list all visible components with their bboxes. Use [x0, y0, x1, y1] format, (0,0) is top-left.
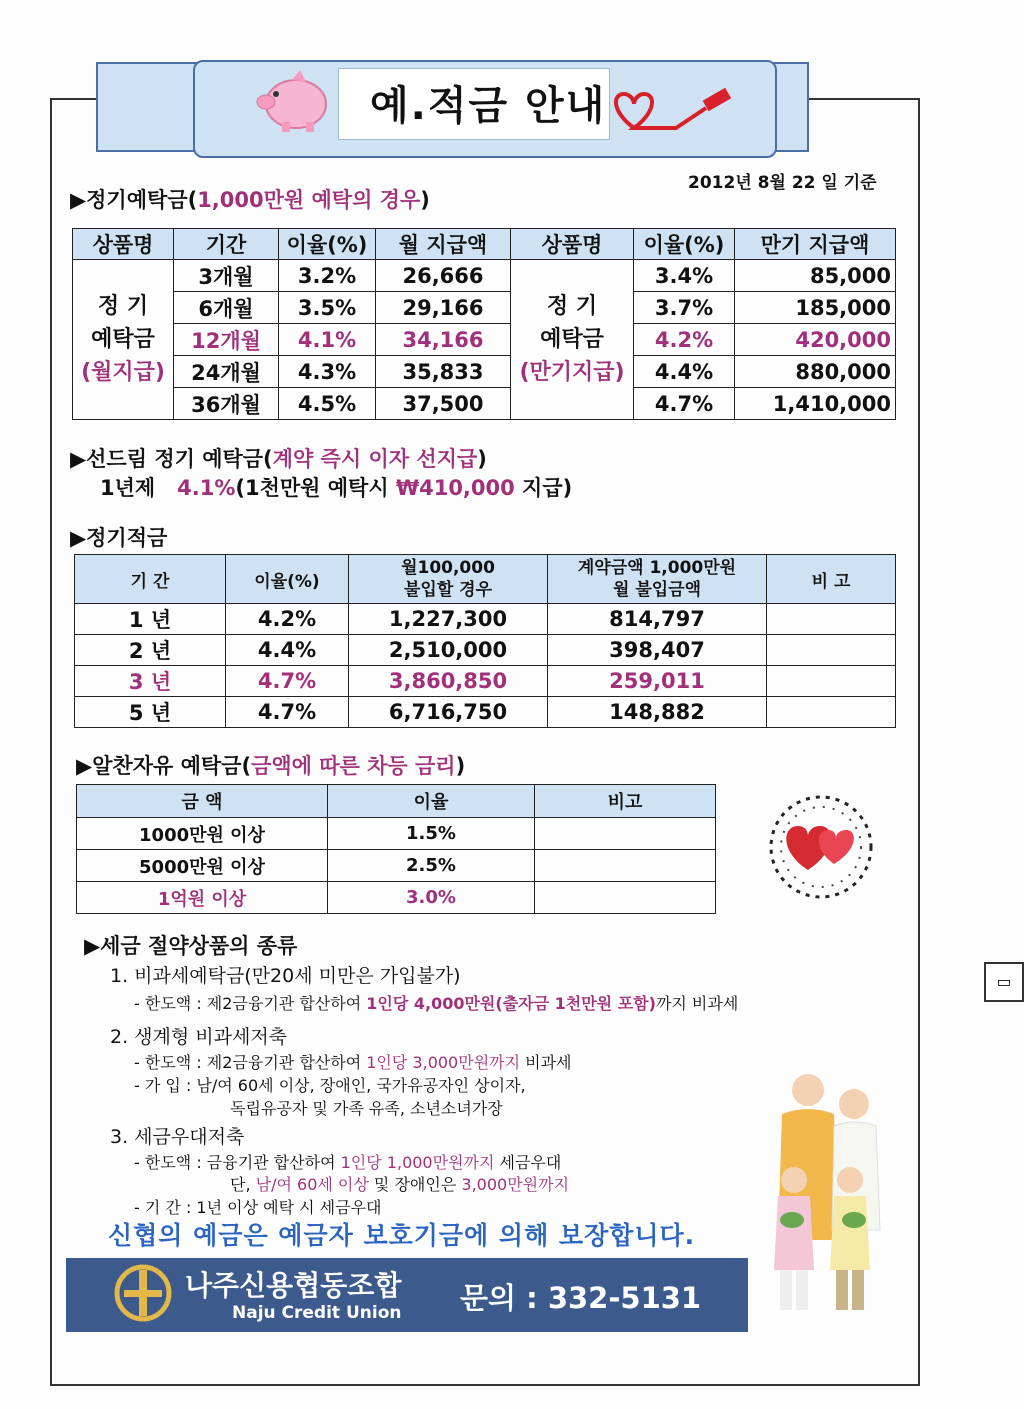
org-name: 나주신용협동조합: [185, 1269, 402, 1302]
table-row: 24개월 4.3% 35,833 4.4% 880,000: [73, 356, 896, 388]
tax-item-2-eligibility: - 가 입 : 남/여 60세 이상, 장애인, 국가유공자인 상이자,: [134, 1076, 526, 1095]
free-deposit-table: 금 액 이율 비고 1000만원 이상 1.5% 5000만원 이상 2.5% 1억원 이상 3.0%: [76, 784, 716, 914]
org-name-english: Naju Credit Union: [232, 1303, 402, 1323]
table-row-highlight: 1억원 이상 3.0%: [77, 882, 716, 914]
table-row: 36개월 4.5% 37,500 4.7% 1,410,000: [73, 388, 896, 420]
table-row: 2 년 4.4% 2,510,000 398,407: [75, 635, 896, 666]
tax-item-1-limit: - 한도액 : 제2금융기관 합산하여 1인당 4,000만원(출자금 1천만원 포함)까지 비과세: [134, 994, 739, 1013]
section-sundream-heading: ▶선드림 정기 예탁금(계약 즉시 이자 선지급): [70, 447, 487, 471]
section-fixed-deposit-heading: ▶정기예탁금(1,000만원 예탁의 경우): [70, 188, 430, 212]
page-title: 예.적금 안내: [370, 83, 607, 129]
tax-item-3-title: 3. 세금우대저축: [110, 1126, 245, 1148]
sundream-detail: 1년제 4.1%(1천만원 예탁시 ₩410,000 지급): [100, 476, 573, 500]
hearts-decoration-icon: [760, 792, 882, 902]
heart-pen-icon: [606, 84, 736, 140]
section-free-deposit-heading: ▶알찬자유 예탁금(금액에 따른 차등 금리): [76, 754, 466, 778]
table-row-highlight: 12개월 4.1% 34,166 4.2% 420,000: [73, 324, 896, 356]
table-row: 6개월 3.5% 29,166 3.7% 185,000: [73, 292, 896, 324]
credit-union-logo: [112, 1262, 174, 1324]
tax-item-1-title: 1. 비과세예탁금(만20세 미만은 가입불가): [110, 965, 461, 987]
tax-item-3-limit: - 한도액 : 금융기관 합산하여 1인당 1,000만원까지 세금우대: [134, 1153, 562, 1172]
tax-item-2-eligibility-cont: 독립유공자 및 가족 유족, 소년소녀가장: [230, 1099, 503, 1118]
tax-item-3-condition: 단, 남/여 60세 이상 및 장애인은 3,000만원까지: [230, 1175, 570, 1194]
deposit-protection-slogan: 신협의 예금은 예금자 보호기금에 의해 보장합니다.: [108, 1221, 696, 1250]
table-row: 정 기 예탁금 (월지급) 3개월 3.2% 26,666 정 기 예탁금 (만기지급) 3.4% 85,000: [73, 260, 896, 292]
piggy-bank-icon: [252, 66, 336, 136]
table-row: 5 년 4.7% 6,716,750 148,882: [75, 697, 896, 728]
family-photo: [760, 1070, 890, 1320]
table-row: 1000만원 이상 1.5%: [77, 818, 716, 850]
window-icon: ▭: [984, 962, 1024, 1002]
tax-item-2-limit: - 한도액 : 제2금융기관 합산하여 1인당 3,000만원까지 비과세: [134, 1053, 572, 1072]
table-row-highlight: 3 년 4.7% 3,860,850 259,011: [75, 666, 896, 697]
contact-phone: 문의 : 332-5131: [460, 1281, 702, 1315]
section-tax-saving-heading: ▶세금 절약상품의 종류: [84, 934, 298, 958]
tax-item-3-period: - 기 간 : 1년 이상 예탁 시 세금우대: [134, 1198, 382, 1217]
tax-item-2-title: 2. 생계형 비과세저축: [110, 1026, 288, 1048]
installment-savings-table: 기 간 이율(%) 월100,000 불입할 경우 계약금액 1,000만원 월 불입금액 비 고 1 년 4.2% 1,227,300 814,797 2 년 4.4% 2,510,000 398,407 3 년 4.7% 3,860,850 259,011 5 년 4.7% 6,716,750 148,882: [74, 554, 896, 728]
table-row: 5000만원 이상 2.5%: [77, 850, 716, 882]
table-row: 1 년 4.2% 1,227,300 814,797: [75, 604, 896, 635]
section-installment-heading: ▶정기적금: [70, 526, 168, 550]
fixed-deposit-table: 상품명 기간 이율(%) 월 지급액 상품명 이율(%) 만기 지급액 정 기 예탁금 (월지급) 3개월 3.2% 26,666 정 기 예탁금 (만기지급) 3.4% 85,000 6개월 3.5% 29,166 3.7% 185,000 12개월 4.1% 34,166 4.2% 420,000 24개월 4.3% 35,833 4.4% 880,000 36개월 4.5% 37,500 4.7% 1,410,000: [72, 228, 896, 420]
reference-date: 2012년 8월 22 일 기준: [688, 173, 877, 193]
